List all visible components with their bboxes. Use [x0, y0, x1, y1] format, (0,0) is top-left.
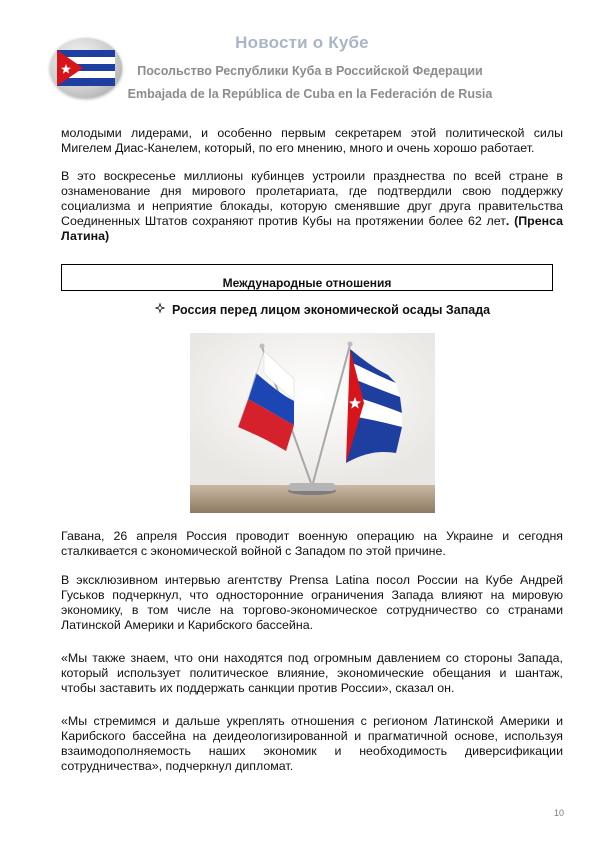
embassy-name-russian: Посольство Республики Куба в Российской Федерации [137, 64, 483, 78]
source-credit: . (Пренса Латина) [61, 214, 564, 243]
section-title: Международные отношения [222, 276, 392, 290]
russia-cuba-flags-photo [190, 333, 435, 513]
article-paragraph-4: «Мы стремимся и дальше укреплять отношения с регионом Латинской Америки и Карибского бассейна на деидеологизированной и прагматичной основе, используя взаимодополняемость наших экономик и необходимость диверсификации сотрудничества», подчеркнул дипломат. [61, 714, 563, 773]
page-number: 10 [553, 808, 564, 818]
section-header-box [61, 264, 553, 291]
diamond-bullet-icon [154, 302, 166, 317]
article-headline: Россия перед лицом экономической осады Запада [172, 303, 491, 317]
article-paragraph-2: В эксклюзивном интервью агентству Prensa Latina посол России на Кубе Андрей Гуськов подчеркнул, что односторонние ограничения Запада влияют на мировую экономику, в том числе на торгово-экономическое сотрудничество со странами Латинской Америки и Карибского бассейна. [61, 573, 563, 632]
intro-paragraph-1: молодыми лидерами, и особенно первым секретарем этой политической силы Мигелем Диас-Канелем, который, по его мнению, много и очень хорошо работает. [61, 126, 563, 155]
article-paragraph-1: Гавана, 26 апреля Россия проводит военную операцию на Украине и сегодня сталкивается с экономической войной с Западом по этой причине. [61, 529, 563, 558]
article-paragraph-3: «Мы также знаем, что они находятся под огромным давлением со стороны Запада, который использует политическое влияние, экономические обещания и шантаж, чтобы заставить их поддержать санкции против России», сказал он. [61, 651, 563, 695]
intro-paragraph-2-text: В это воскресенье миллионы кубинцев устроили празднества по всей стране в ознаменование дня мирового пролетариата, где подтвердили свою поддержку социализма и неприятие блокады, которую сменявшие друг друга правительства Соединенных Штатов сохраняют против Кубы на протяжении более 62 лет [61, 169, 563, 228]
embassy-name-spanish: Embajada de la República de Cuba en la Federación de Rusia [127, 87, 493, 101]
newsletter-title: Новости о Кубе [235, 33, 369, 52]
article-headline-row [154, 302, 490, 317]
intro-paragraph-2 [61, 169, 563, 244]
